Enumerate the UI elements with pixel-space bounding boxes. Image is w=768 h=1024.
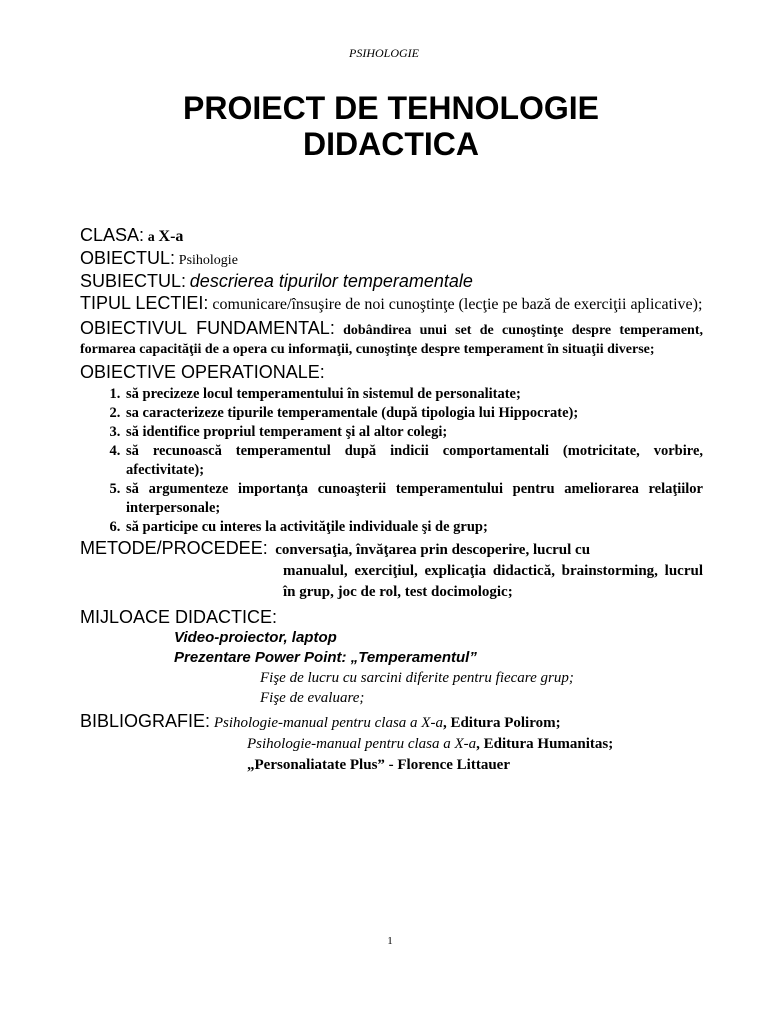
bib-2-publisher: , Editura Humanitas;	[476, 736, 614, 752]
page-number: 1	[387, 935, 393, 947]
list-item: 5. să argumenteze importanţa cunoaşterii temperamentului pentru ameliorarea relaţiilor interpersonale;	[124, 480, 703, 518]
bibliografie-colon: :	[205, 711, 211, 731]
document-title	[0, 90, 768, 162]
clasa-value-a: a	[147, 230, 155, 245]
obiectul-value: Psihologie	[178, 253, 238, 268]
title-line-1: PROIECT DE TEHNOLOGIE	[182, 90, 600, 126]
clasa-value-b: X-a	[158, 228, 184, 245]
bibliografie-row-3: „Personaliatate Plus” - Florence Littauer	[247, 757, 510, 773]
obiective-operationale-list	[80, 385, 703, 537]
title-line-2: DIDACTICA	[303, 126, 479, 162]
obiectivul-label: OBIECTIVUL FUNDAMENTAL	[80, 318, 330, 338]
metode-line-1: conversaţia, învăţarea prin descoperire, lucrul cu	[275, 542, 591, 558]
mijloace-item-4: Fişe de evaluare;	[260, 690, 365, 706]
metode-section	[80, 537, 703, 603]
clasa-colon: :	[139, 225, 145, 245]
obiectul-colon: :	[170, 248, 176, 268]
bibliografie-label: BIBLIOGRAFIE	[80, 711, 206, 731]
obiectul-label: OBIECTUL	[80, 248, 171, 268]
clasa-label: CLASA	[80, 225, 140, 245]
obiectivul-colon: :	[329, 318, 335, 338]
bibliografie-row-1	[80, 710, 703, 734]
tipul-row	[80, 292, 703, 315]
tipul-value: comunicare/însuşire de noi cunoştinţe (lecţie pe bază de exerciţii aplicative);	[212, 296, 703, 313]
obiective-operationale-label: OBIECTIVE OPERATIONALE:	[80, 362, 325, 382]
bib-1-publisher: , Editura Polirom;	[442, 715, 561, 731]
metode-label: METODE/PROCEDEE	[80, 538, 263, 558]
subiectul-value: descrierea tipurilor temperamentale	[189, 271, 473, 291]
list-item: 1. să precizeze locul temperamentului în sistemul de personalitate;	[124, 385, 703, 404]
obiectul-row	[80, 247, 703, 270]
mijloace-item-3: Fişe de lucru cu sarcini diferite pentru fiecare grup;	[260, 670, 574, 686]
tipul-label: TIPUL LECTIEI	[80, 293, 204, 313]
page-header: PSIHOLOGIE	[349, 46, 419, 60]
mijloace-item-1: Video-proiector, laptop	[174, 629, 337, 646]
document-body	[80, 224, 703, 776]
subiectul-label: SUBIECTUL	[80, 271, 182, 291]
list-item: 3. să identifice propriul temperament şi al altor colegi;	[124, 423, 703, 442]
bibliografie-row-2	[247, 734, 703, 755]
obiectivul-row	[80, 317, 703, 359]
list-item: 2. sa caracterizeze tipurile temperamentale (după tipologia lui Hippocrate);	[124, 404, 703, 423]
metode-colon: :	[262, 538, 268, 558]
clasa-row	[80, 224, 703, 247]
metode-rest: manualul, exerciţiul, explicaţia didactică, brainstorming, lucrul în grup, joc de rol, test docimologic;	[283, 563, 703, 600]
tipul-colon: :	[203, 293, 209, 313]
list-item: 6. să participe cu interes la activităţile individuale şi de grup;	[124, 518, 703, 537]
bib-2-title: Psihologie-manual pentru clasa a X-a	[247, 736, 477, 752]
list-item: 4. să recunoască temperamentul după indicii comportamentali (motricitate, vorbire, afectivitate);	[124, 442, 703, 480]
metode-first-line	[80, 537, 703, 561]
subiectul-colon: :	[181, 271, 187, 291]
mijloace-label: MIJLOACE DIDACTICE:	[80, 607, 278, 627]
obiectivul-value: dobândirea unui set de cunoştinţe despre temperament, formarea capacităţii de a opera cu informaţii, cunoştinţe despre temperament în situaţii diverse;	[80, 323, 703, 357]
bib-1-title: Psihologie-manual pentru clasa a X-a	[213, 715, 443, 731]
mijloace-item-2: Prezentare Power Point: „Temperamentul”	[174, 649, 477, 666]
subiectul-row	[80, 270, 703, 292]
